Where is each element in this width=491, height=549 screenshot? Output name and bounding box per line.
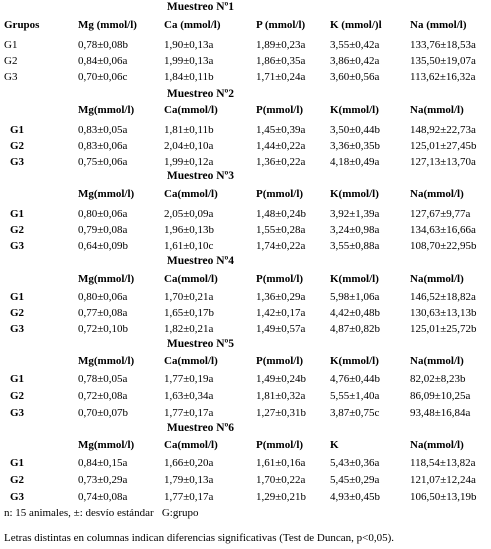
col-header-ca: Ca(mmol/l) [164, 355, 218, 367]
cell-mg: 0,73±0,29a [78, 474, 128, 486]
cell-k: 3,60±0,56a [330, 71, 380, 83]
cell-k: 4,93±0,45b [330, 491, 381, 503]
cell-k: 3,36±0,35b [330, 140, 381, 152]
cell-mg: 0,77±0,08a [78, 307, 128, 319]
cell-p: 1,86±0,35a [256, 55, 306, 67]
table-row [0, 324, 491, 338]
table-row [0, 292, 491, 306]
cell-k: 3,87±0,75c [330, 407, 380, 419]
col-header-mg: Mg(mmol/l) [78, 273, 135, 285]
cell-na: 121,07±12,24a [410, 474, 476, 486]
cell-k: 5,98±1,06a [330, 291, 380, 303]
sampling-title-4: Muestreo Nº4 [166, 255, 235, 267]
sampling-title-5: Muestreo Nº5 [166, 338, 235, 350]
cell-k: 3,55±0,42a [330, 39, 380, 51]
cell-mg: 0,70±0,07b [78, 407, 129, 419]
cell-ca: 2,05±0,09a [164, 208, 214, 220]
cell-na: 148,92±22,73a [410, 124, 476, 136]
cell-ca: 1,70±0,21a [164, 291, 214, 303]
col-header-p: P(mmol/l) [256, 188, 304, 200]
header-row-4 [0, 274, 491, 288]
sampling-title-1: Muestreo Nº1 [166, 1, 235, 13]
cell-na: 130,63±13,13b [410, 307, 477, 319]
table-row [0, 40, 491, 54]
group-label: G3 [10, 156, 25, 168]
cell-p: 1,42±0,17a [256, 307, 306, 319]
groups-header: Grupos [4, 19, 40, 31]
cell-ca: 1,82±0,21a [164, 323, 214, 335]
cell-k: 4,42±0,48b [330, 307, 381, 319]
cell-na: 93,48±16,84a [410, 407, 471, 419]
cell-ca: 1,96±0,13b [164, 224, 215, 236]
col-header-k: K(mmol/l) [330, 104, 379, 116]
cell-mg: 0,74±0,08a [78, 491, 128, 503]
cell-ca: 1,77±0,19a [164, 373, 214, 385]
col-header-mg: Mg(mmol/l) [78, 355, 135, 367]
cell-k: 5,43±0,36a [330, 457, 380, 469]
cell-p: 1,49±0,24b [256, 373, 307, 385]
col-header-ca: Ca(mmol/l) [164, 188, 218, 200]
cell-ca: 1,66±0,20a [164, 457, 214, 469]
cell-ca: 1,79±0,13a [164, 474, 214, 486]
cell-mg: 0,78±0,08b [78, 39, 129, 51]
table-row [0, 241, 491, 255]
cell-na: 125,01±25,72b [410, 323, 477, 335]
sampling-title-2: Muestreo Nº2 [166, 88, 235, 100]
col-header-na: Na(mmol/l) [410, 104, 464, 116]
cell-p: 1,49±0,57a [256, 323, 306, 335]
cell-mg: 0,72±0,08a [78, 390, 128, 402]
cell-na: 134,63±16,66a [410, 224, 476, 236]
group-label: G2 [4, 55, 18, 67]
cell-mg: 0,78±0,05a [78, 373, 128, 385]
significance-note: Letras distintas en columnas indican diferencias significativas (Test de Duncan, p<0,05). [4, 532, 395, 544]
cell-mg: 0,83±0,05a [78, 124, 128, 136]
cell-p: 1,70±0,22a [256, 474, 306, 486]
group-label: G2 [10, 224, 25, 236]
cell-mg: 0,84±0,15a [78, 457, 128, 469]
cell-ca: 1,99±0,12a [164, 156, 214, 168]
table-row [0, 157, 491, 171]
cell-na: 118,54±13,82a [410, 457, 476, 469]
col-header-k: K(mmol/l) [330, 355, 379, 367]
col-header-na: Na(mmol/l) [410, 355, 464, 367]
cell-mg: 0,64±0,09b [78, 240, 129, 252]
cell-k: 4,76±0,44b [330, 373, 381, 385]
cell-ca: 1,81±0,11b [164, 124, 214, 136]
cell-mg: 0,70±0,06c [78, 71, 128, 83]
header-row-5 [0, 356, 491, 370]
group-label: G2 [10, 140, 25, 152]
cell-p: 1,48±0,24b [256, 208, 307, 220]
col-header-na: Na(mmol/l) [410, 188, 464, 200]
cell-na: 86,09±10,25a [410, 390, 471, 402]
group-label: G3 [10, 407, 25, 419]
cell-k: 3,92±1,39a [330, 208, 380, 220]
cell-ca: 1,90±0,13a [164, 39, 214, 51]
cell-p: 1,45±0,39a [256, 124, 306, 136]
group-label: G1 [10, 291, 25, 303]
col-header-mg: Mg (mmol/l) [78, 19, 137, 31]
col-header-k: K(mmol/l) [330, 273, 379, 285]
cell-mg: 0,72±0,10b [78, 323, 129, 335]
col-header-p: P(mmol/l) [256, 355, 304, 367]
cell-p: 1,81±0,32a [256, 390, 306, 402]
cell-k: 3,24±0,98a [330, 224, 380, 236]
cell-mg: 0,80±0,06a [78, 291, 128, 303]
cell-k: 3,50±0,44b [330, 124, 381, 136]
cell-k: 3,86±0,42a [330, 55, 380, 67]
group-label: G2 [10, 307, 25, 319]
col-header-na: Na(mmol/l) [410, 273, 464, 285]
table-row [0, 141, 491, 155]
col-header-na: Na(mmol/l) [410, 439, 464, 451]
header-row-3 [0, 189, 491, 203]
cell-k: 5,55±1,40a [330, 390, 380, 402]
group-label: G1 [10, 373, 25, 385]
group-label: G2 [10, 390, 25, 402]
header-row-2 [0, 105, 491, 119]
table-row [0, 209, 491, 223]
col-header-k: K [330, 439, 339, 451]
col-header-mg: Mg(mmol/l) [78, 188, 135, 200]
cell-mg: 0,75±0,06a [78, 156, 128, 168]
cell-p: 1,74±0,22a [256, 240, 306, 252]
group-label: G3 [10, 323, 25, 335]
col-header-mg: Mg(mmol/l) [78, 104, 135, 116]
cell-ca: 1,77±0,17a [164, 407, 214, 419]
cell-na: 125,01±27,45b [410, 140, 477, 152]
cell-k: 4,87±0,82b [330, 323, 381, 335]
cell-ca: 1,84±0,11b [164, 71, 214, 83]
table-row [0, 391, 491, 405]
col-header-p: P (mmol/l) [256, 19, 306, 31]
table-row [0, 125, 491, 139]
table-row [0, 374, 491, 388]
table-row [0, 308, 491, 322]
group-label: G2 [10, 474, 25, 486]
cell-na: 106,50±13,19b [410, 491, 477, 503]
col-header-ca: Ca(mmol/l) [164, 273, 218, 285]
group-label: G3 [4, 71, 18, 83]
cell-ca: 1,63±0,34a [164, 390, 214, 402]
cell-na: 135,50±19,07a [410, 55, 476, 67]
group-label: G3 [10, 240, 25, 252]
cell-k: 5,45±0,29a [330, 474, 380, 486]
table-row [0, 458, 491, 472]
footnote: n: 15 animales, ±: desvío estándar G:grupo [4, 507, 199, 519]
header-row-6 [0, 440, 491, 454]
table-row [0, 475, 491, 489]
cell-mg: 0,79±0,08a [78, 224, 128, 236]
col-header-p: P(mmol/l) [256, 273, 304, 285]
col-header-mg: Mg(mmol/l) [78, 439, 135, 451]
table-row [0, 492, 491, 506]
header-row-1 [0, 20, 491, 34]
cell-na: 113,62±16,32a [410, 71, 476, 83]
table-row [0, 225, 491, 239]
col-header-na: Na (mmol/l) [410, 19, 467, 31]
cell-p: 1,71±0,24a [256, 71, 306, 83]
sampling-title-6: Muestreo Nº6 [166, 422, 235, 434]
cell-na: 127,13±13,70a [410, 156, 476, 168]
cell-k: 3,55±0,88a [330, 240, 380, 252]
group-label: G3 [10, 491, 25, 503]
cell-mg: 0,83±0,06a [78, 140, 128, 152]
cell-na: 127,67±9,77a [410, 208, 471, 220]
cell-p: 1,29±0,21b [256, 491, 307, 503]
cell-k: 4,18±0,49a [330, 156, 380, 168]
cell-p: 1,44±0,22a [256, 140, 306, 152]
cell-p: 1,89±0,23a [256, 39, 306, 51]
col-header-k: K (mmol/)l [330, 19, 382, 31]
cell-mg: 0,80±0,06a [78, 208, 128, 220]
cell-ca: 1,61±0,10c [164, 240, 214, 252]
sampling-title-3: Muestreo Nº3 [166, 170, 235, 182]
table-row [0, 408, 491, 422]
group-label: G1 [10, 208, 25, 220]
cell-ca: 1,65±0,17b [164, 307, 215, 319]
cell-na: 82,02±8,23b [410, 373, 466, 385]
col-header-p: P(mmol/l) [256, 104, 304, 116]
cell-ca: 1,99±0,13a [164, 55, 214, 67]
cell-na: 133,76±18,53a [410, 39, 476, 51]
col-header-p: P(mmol/l) [256, 439, 304, 451]
col-header-ca: Ca(mmol/l) [164, 104, 218, 116]
table-row [0, 72, 491, 86]
group-label: G1 [10, 457, 25, 469]
cell-p: 1,27±0,31b [256, 407, 307, 419]
col-header-k: K(mmol/l) [330, 188, 379, 200]
cell-ca: 1,77±0,17a [164, 491, 214, 503]
cell-p: 1,61±0,16a [256, 457, 306, 469]
col-header-ca: Ca (mmol/l) [164, 19, 221, 31]
cell-mg: 0,84±0,06a [78, 55, 128, 67]
cell-na: 108,70±22,95b [410, 240, 477, 252]
group-label: G1 [10, 124, 25, 136]
cell-ca: 2,04±0,10a [164, 140, 214, 152]
cell-p: 1,36±0,29a [256, 291, 306, 303]
cell-p: 1,55±0,28a [256, 224, 306, 236]
group-label: G1 [4, 39, 18, 51]
cell-p: 1,36±0,22a [256, 156, 306, 168]
col-header-ca: Ca(mmol/l) [164, 439, 218, 451]
cell-na: 146,52±18,82a [410, 291, 476, 303]
table-row [0, 56, 491, 70]
